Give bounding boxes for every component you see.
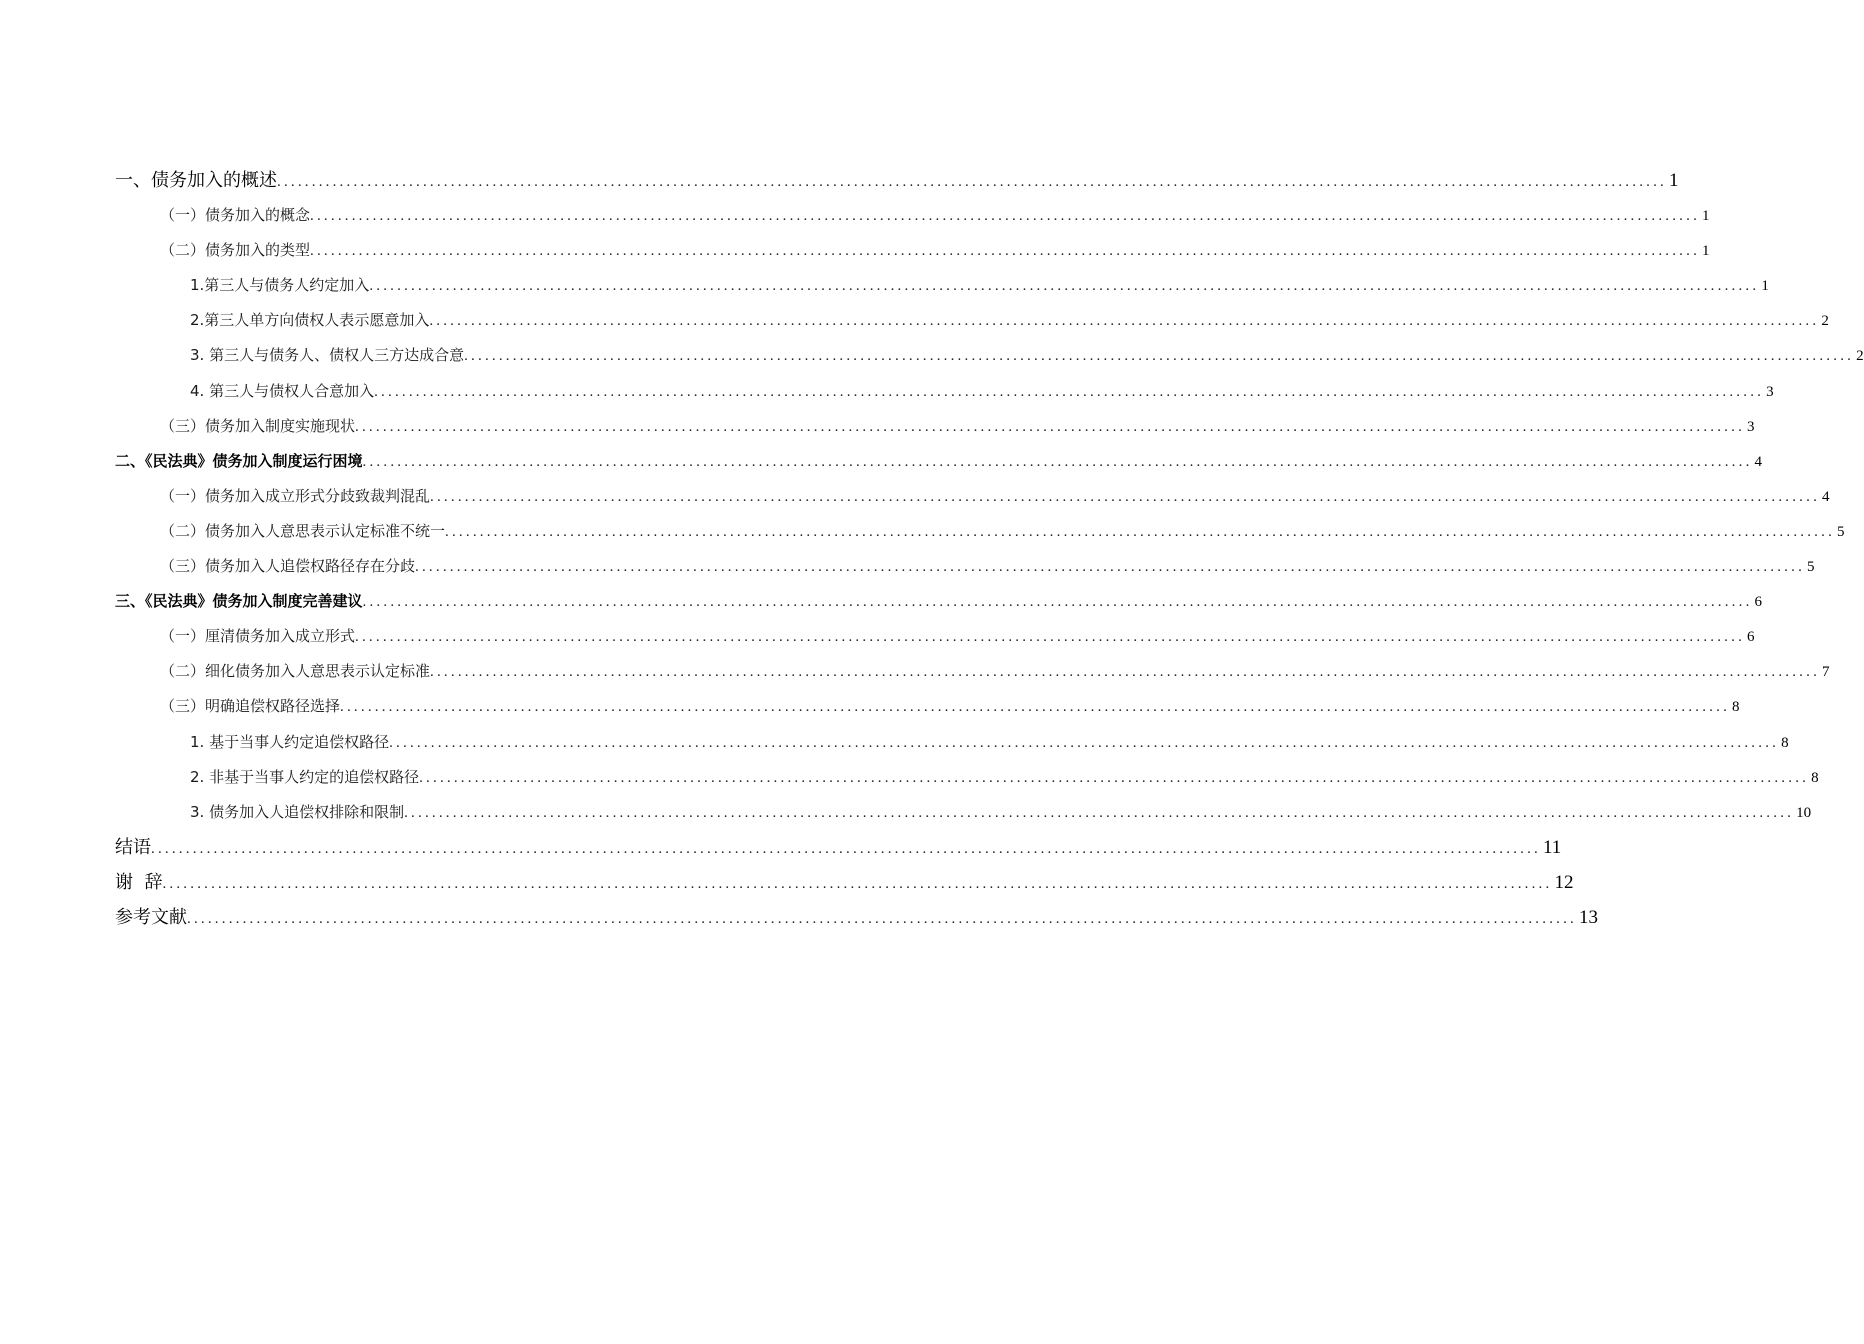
toc-entry[interactable] — [115, 725, 1789, 760]
toc-entry-page: 2 — [1821, 313, 1829, 330]
toc-entry[interactable] — [115, 865, 1574, 900]
toc-entry[interactable] — [115, 549, 1815, 584]
toc-entry[interactable] — [115, 444, 1763, 479]
dot-leader: ........................................................................................................................................................................................................ — [415, 559, 1806, 576]
dot-leader: ........................................................................................................................................................................................................ — [187, 910, 1577, 927]
dot-leader: ........................................................................................................................................................................................................ — [404, 804, 1795, 821]
toc-entry-page: 6 — [1754, 594, 1763, 611]
toc-entry[interactable] — [115, 409, 1755, 444]
toc-entry[interactable] — [115, 619, 1755, 654]
toc-entry-page: 6 — [1747, 629, 1755, 646]
toc-entry-page: 11 — [1543, 836, 1562, 858]
toc-entry-title: 谢 辞 — [115, 871, 163, 893]
toc-entry-page: 5 — [1837, 523, 1845, 540]
dot-leader: ........................................................................................................................................................................................................ — [430, 664, 1821, 681]
toc-entry-page: 1 — [1702, 243, 1710, 260]
dot-leader: ........................................................................................................................................................................................................ — [430, 488, 1821, 505]
toc-entry-title: （三）债务加入制度实施现状 — [160, 416, 356, 435]
toc-entry-title: （一）债务加入的概念 — [160, 206, 311, 225]
toc-entry-title: 4. 第三人与债权人合意加入 — [190, 381, 375, 400]
toc-entry-title: 二、《民法典》债务加入制度运行困境 — [115, 451, 363, 470]
dot-leader: ........................................................................................................................................................................................................ — [355, 629, 1746, 646]
toc-entry-title: 1. 基于当事人约定追偿权路径 — [190, 732, 390, 751]
toc-entry-page: 4 — [1754, 453, 1763, 470]
toc-entry-title: （二）债务加入人意思表示认定标准不统一 — [160, 521, 446, 540]
toc-entry[interactable] — [115, 900, 1598, 935]
toc-entry-title: （三）明确追偿权路径选择 — [160, 697, 341, 716]
toc-entry-page: 2 — [1856, 348, 1864, 365]
dot-leader: ........................................................................................................................................................................................................ — [464, 348, 1855, 365]
dot-leader: ........................................................................................................................................................................................................ — [362, 453, 1753, 470]
toc-entry-title: 3. 第三人与债务人、债权人三方达成合意 — [190, 346, 465, 365]
dot-leader: ........................................................................................................................................................................................................ — [355, 418, 1746, 435]
toc-entry[interactable] — [115, 760, 1819, 795]
toc-entry-page: 1 — [1669, 170, 1679, 191]
toc-entry-title: 参考文献 — [115, 906, 187, 928]
toc-entry-title: （二）细化债务加入人意思表示认定标准 — [160, 662, 431, 681]
dot-leader: ........................................................................................................................................................................................................ — [389, 734, 1780, 751]
toc-entry[interactable] — [115, 795, 1812, 830]
toc-entry-title: （一）厘清债务加入成立形式 — [160, 627, 356, 646]
toc-entry[interactable] — [115, 689, 1740, 724]
dot-leader: ........................................................................................................................................................................................................ — [445, 523, 1836, 540]
toc-entry[interactable] — [115, 479, 1830, 514]
toc-entry-page: 10 — [1796, 804, 1812, 821]
toc-entry-page: 4 — [1822, 488, 1830, 505]
toc-entry[interactable] — [115, 654, 1830, 689]
dot-leader: ........................................................................................................................................................................................................ — [162, 875, 1553, 892]
dot-leader: ........................................................................................................................................................................................................ — [374, 383, 1765, 400]
toc-entry-title: 结语 — [115, 836, 151, 858]
toc-entry-page: 1 — [1761, 278, 1769, 295]
toc-entry[interactable] — [115, 163, 1679, 198]
toc-entry-title: （二）债务加入的类型 — [160, 241, 311, 260]
toc-entry[interactable] — [115, 830, 1562, 865]
toc-entry[interactable] — [115, 303, 1829, 338]
toc-entry[interactable] — [115, 198, 1710, 233]
toc-entry-page: 8 — [1732, 699, 1740, 716]
toc-entry-page: 8 — [1781, 734, 1789, 751]
toc-entry[interactable] — [115, 584, 1763, 619]
toc-entry[interactable] — [115, 374, 1774, 409]
dot-leader: ........................................................................................................................................................................................................ — [419, 769, 1810, 786]
dot-leader: ........................................................................................................................................................................................................ — [310, 243, 1701, 260]
toc-entry-page: 1 — [1702, 208, 1710, 225]
dot-leader: ........................................................................................................................................................................................................ — [151, 840, 1541, 857]
dot-leader: ........................................................................................................................................................................................................ — [362, 594, 1753, 611]
toc-entry-title: 1.第三人与债务人约定加入 — [190, 276, 370, 295]
toc-entry-title: 三、《民法典》债务加入制度完善建议 — [115, 592, 363, 611]
dot-leader: ........................................................................................................................................................................................................ — [340, 699, 1731, 716]
toc-entry-title: （三）债务加入人追偿权路径存在分歧 — [160, 557, 416, 576]
toc-entry-title: 一、债务加入的概述 — [115, 170, 277, 191]
toc-entry[interactable] — [115, 233, 1710, 268]
toc-entry-title: 2.第三人单方向债权人表示愿意加入 — [190, 311, 430, 330]
toc-entry-title: （一）债务加入成立形式分歧致裁判混乱 — [160, 486, 431, 505]
toc-entry-page: 3 — [1747, 418, 1755, 435]
toc-entry[interactable] — [115, 268, 1769, 303]
toc-entry-page: 12 — [1554, 871, 1574, 893]
toc-entry-page: 7 — [1822, 664, 1830, 681]
toc-entry-title: 2. 非基于当事人约定的追偿权路径 — [190, 767, 420, 786]
toc-entry-page: 5 — [1807, 559, 1815, 576]
dot-leader: ........................................................................................................................................................................................................ — [310, 208, 1701, 225]
toc-entry-title: 3. 债务加入人追偿权排除和限制 — [190, 802, 405, 821]
toc-entry[interactable] — [115, 514, 1845, 549]
toc-entry-page: 3 — [1766, 383, 1774, 400]
table-of-contents — [115, 163, 1864, 935]
toc-entry-page: 8 — [1811, 769, 1819, 786]
toc-entry-page: 13 — [1579, 906, 1598, 928]
dot-leader: ........................................................................................................................................................................................................ — [429, 313, 1820, 330]
dot-leader: ........................................................................................................................................................................................................ — [369, 278, 1760, 295]
toc-entry[interactable] — [115, 338, 1864, 373]
dot-leader: ........................................................................................................................................................................................................ — [277, 174, 1667, 190]
